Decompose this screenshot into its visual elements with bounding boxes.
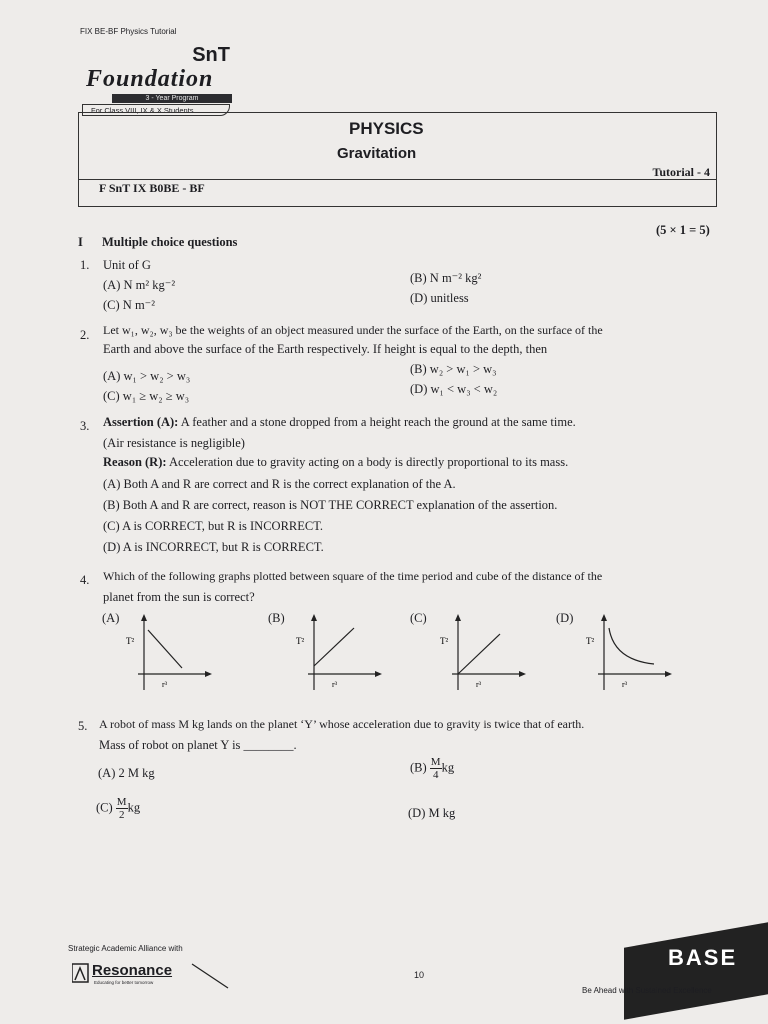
topic-title: Gravitation (337, 145, 417, 162)
q5-line1: A robot of mass M kg lands on the planet ‘Y’ whose acceleration due to gravity is twice that of earth. (99, 717, 585, 731)
q2-option-c: (C) w₁ ≥ w₂ ≥ w₃ (103, 389, 190, 403)
q4-option-d-label: (D) (556, 611, 574, 625)
resonance-logo (72, 960, 232, 995)
q5-option-c-unit: kg (127, 800, 141, 815)
q2-option-a: (A) w₁ > w₂ > w₃ (103, 369, 191, 383)
q2-number: 2. (80, 328, 90, 342)
page-number: 10 (414, 970, 425, 980)
q5-option-c-fraction (116, 796, 128, 821)
graph-c-xlabel: r³ (476, 680, 482, 689)
q5-option-b (410, 756, 454, 781)
top-label: FIX BE-BF Physics Tutorial (80, 27, 177, 36)
base-logo-text: BASE (668, 945, 738, 970)
q5-option-c-label: (C) (96, 800, 113, 815)
logo-year: 3 - Year Program (112, 94, 232, 103)
q4-option-b-label: (B) (268, 611, 285, 625)
q4-option-a-label: (A) (102, 611, 120, 625)
subject-title: PHYSICS (349, 119, 424, 138)
graph-a-ylabel: T² (126, 636, 135, 646)
q4-number: 4. (80, 573, 90, 587)
header-divider (79, 179, 716, 180)
q5-option-d: (D) M kg (408, 806, 456, 820)
course-code: F SnT IX B0BE - BF (99, 181, 205, 195)
q3-reason-label: Reason (R): (103, 455, 167, 469)
q4-graph-d (582, 612, 672, 692)
section-marks: (5 × 1 = 5) (656, 223, 710, 237)
resonance-tag: Educating for better tomorrow (94, 980, 154, 985)
q1-option-a: (A) N m² kg⁻² (103, 278, 176, 292)
alliance-label: Strategic Academic Alliance with (68, 944, 183, 953)
q3-assertion-note: (Air resistance is negligible) (103, 436, 245, 450)
q3-option-c: (C) A is CORRECT, but R is INCORRECT. (103, 519, 324, 533)
q5-option-b-fraction (430, 756, 442, 781)
q3-number: 3. (80, 419, 90, 433)
q4-line2: planet from the sun is correct? (103, 590, 255, 604)
q3-option-a: (A) Both A and R are correct and R is the correct explanation of the A. (103, 477, 456, 491)
logo-class: For Class VIII, IX & X Students (82, 104, 230, 116)
logo-foundation: Foundation (86, 66, 214, 92)
graph-a-xlabel: r³ (162, 680, 168, 689)
header-box (78, 112, 717, 207)
q5-number: 5. (78, 719, 88, 733)
logo-snt: SnT (192, 44, 230, 66)
q2-option-d: (D) w₁ < w₃ < w₂ (410, 382, 498, 396)
q4-graph-a (122, 612, 212, 692)
q4-graph-c (436, 612, 526, 692)
q5-option-b-numerator: M (430, 756, 441, 768)
q1-number: 1. (80, 258, 90, 272)
q3-assertion-text: A feather and a stone dropped from a height reach the ground at the same time. (180, 415, 576, 429)
q3-option-b: (B) Both A and R are correct, reason is NOT THE CORRECT explanation of the assertion. (103, 498, 558, 512)
q3-option-d: (D) A is INCORRECT, but R is CORRECT. (103, 540, 324, 554)
q4-option-c-label: (C) (410, 611, 427, 625)
q5-option-c-denominator: 2 (118, 809, 125, 821)
q5-option-c-numerator: M (116, 796, 127, 808)
graph-d-xlabel: r³ (622, 680, 628, 689)
q5-option-b-unit: kg (441, 760, 455, 775)
graph-b-xlabel: r³ (332, 680, 338, 689)
q3-assertion-label: Assertion (A): (103, 415, 179, 429)
q5-option-b-label: (B) (410, 760, 427, 775)
q2-line2: Earth and above the surface of the Earth respectively. If height is equal to the depth, then (103, 342, 548, 356)
q5-option-a: (A) 2 M kg (98, 766, 155, 780)
q1-text: Unit of G (103, 258, 151, 272)
resonance-name: Resonance (92, 962, 173, 979)
q5-option-b-denominator: 4 (432, 769, 439, 781)
q4-graph-b (292, 612, 382, 692)
q2-option-b: (B) w₂ > w₁ > w₃ (410, 362, 497, 376)
snt-logo (82, 44, 234, 118)
section-number: I (78, 235, 83, 249)
q1-option-c: (C) N m⁻² (103, 298, 156, 312)
q1-option-b: (B) N m⁻² kg² (410, 271, 482, 285)
base-logo-background (624, 922, 768, 1019)
q5-option-c (96, 796, 140, 821)
q2-line1: Let w₁, w₂, w₃ be the weights of an object measured under the surface of the Earth, on the surface of the (103, 323, 603, 337)
q5-line2: Mass of robot on planet Y is ________. (99, 738, 297, 752)
section-title: Multiple choice questions (102, 235, 238, 249)
graph-d-ylabel: T² (586, 636, 595, 646)
base-tagline: Be Ahead with Sustained Excellence (582, 986, 712, 995)
graph-c-ylabel: T² (440, 636, 449, 646)
q1-option-d: (D) unitless (410, 291, 469, 305)
q3-reason-text: Acceleration due to gravity acting on a body is directly proportional to its mass. (168, 455, 569, 469)
graph-b-ylabel: T² (296, 636, 305, 646)
q4-line1: Which of the following graphs plotted between square of the time period and cube of the distance of the (103, 569, 603, 583)
tutorial-label: Tutorial - 4 (652, 165, 710, 179)
